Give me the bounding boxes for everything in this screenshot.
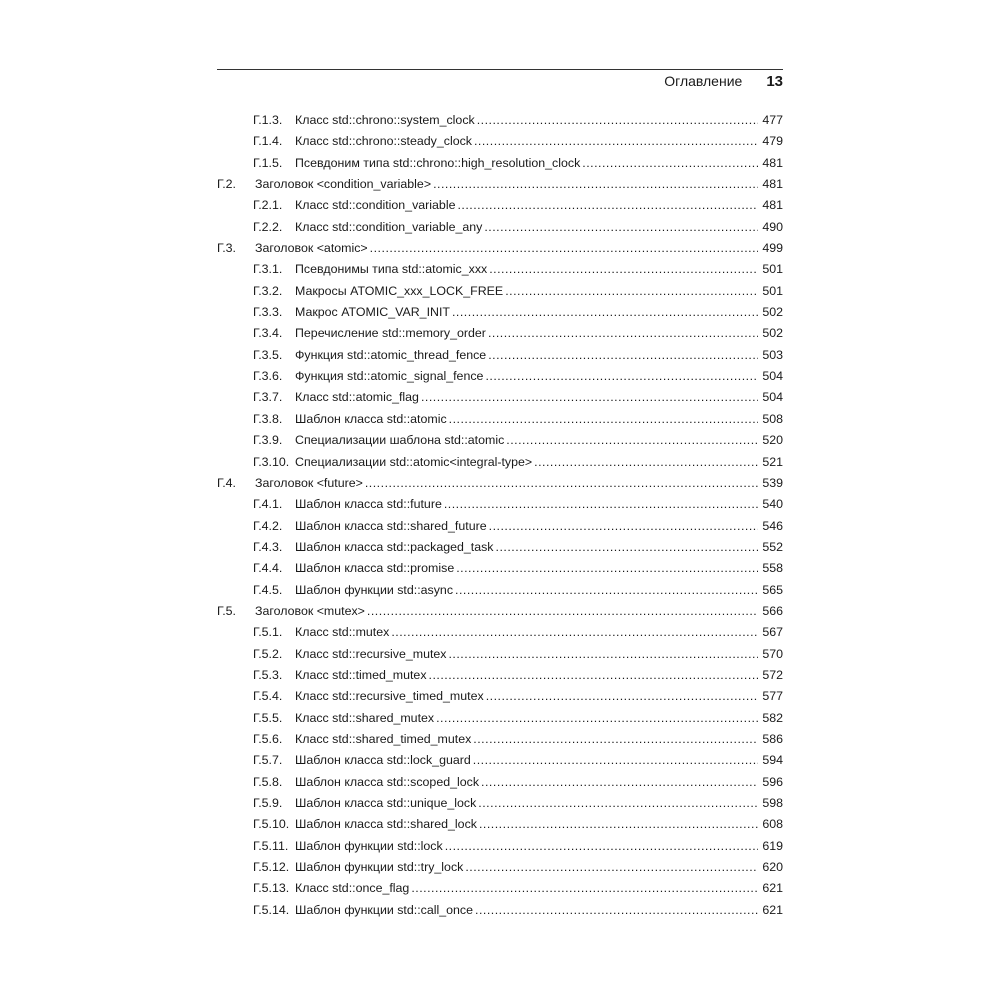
toc-entry (217, 153, 783, 174)
toc-entry-number: Г.5.7. (253, 753, 283, 768)
dot-leader (421, 387, 758, 408)
toc-entry-number: Г.3.4. (253, 326, 283, 341)
toc-entry-title: Класс std::shared_timed_mutex (295, 731, 472, 746)
toc-entry-page: 490 (762, 219, 783, 234)
dot-leader (367, 601, 758, 622)
toc-entry (217, 217, 783, 238)
toc-entry-page: 539 (762, 475, 783, 490)
toc-entry-number: Г.5.13. (253, 881, 290, 896)
toc-entry-page: 502 (762, 326, 783, 341)
toc-entry-page: 504 (762, 390, 783, 405)
toc-entry (217, 409, 783, 430)
toc-entry-title: Шаблон класса std::atomic (295, 411, 447, 426)
toc-entry-page: 621 (762, 902, 783, 917)
toc-entry-number: Г.5.11. (253, 838, 289, 853)
toc-entry (217, 878, 783, 899)
toc-entry-title: Класс std::recursive_mutex (295, 646, 447, 661)
toc-entry-page: 508 (762, 411, 783, 426)
toc-entry-page: 479 (762, 134, 783, 149)
toc-entry-page: 501 (762, 283, 783, 298)
toc-entry (217, 857, 783, 878)
toc-entry-page: 477 (762, 113, 783, 127)
toc-entry-number: Г.2.1. (253, 198, 283, 213)
toc-entry (217, 238, 783, 259)
toc-entry-title: Заголовок <condition_variable> (255, 177, 432, 192)
table-of-contents (217, 110, 783, 921)
toc-entry-number: Г.3.10. (253, 454, 290, 469)
toc-entry-title: Шаблон функции std::lock (295, 838, 443, 853)
toc-entry (217, 750, 783, 771)
toc-entry-title: Функция std::atomic_thread_fence (295, 347, 487, 362)
dot-leader (477, 110, 758, 131)
dot-leader (452, 302, 758, 323)
dot-leader (505, 281, 758, 302)
dot-leader (411, 878, 758, 899)
header-rule (217, 69, 783, 70)
dot-leader (488, 345, 758, 366)
toc-entry-number: Г.5.3. (253, 667, 283, 682)
toc-entry-page: 502 (762, 305, 783, 320)
dot-leader (478, 793, 758, 814)
toc-entry (217, 345, 783, 366)
toc-entry-title: Шаблон класса std::promise (295, 561, 455, 576)
toc-entry-number: Г.1.3. (253, 113, 283, 127)
toc-entry-number: Г.3.3. (253, 305, 283, 320)
toc-entry-number: Г.3.7. (253, 390, 283, 405)
toc-entry (217, 516, 783, 537)
toc-entry-title: Функция std::atomic_signal_fence (295, 369, 484, 384)
dot-leader (496, 537, 758, 558)
toc-entry-page: 567 (762, 625, 783, 640)
toc-entry-number: Г.5.2. (253, 646, 283, 661)
toc-entry-number: Г.5. (217, 603, 236, 618)
dot-leader (474, 131, 758, 152)
toc-entry-page: 503 (762, 347, 783, 362)
toc-entry-number: Г.5.5. (253, 710, 283, 725)
toc-entry (217, 537, 783, 558)
toc-entry (217, 281, 783, 302)
toc-entry (217, 131, 783, 152)
toc-entry-page: 481 (762, 177, 783, 192)
toc-entry (217, 174, 783, 195)
page-number: 13 (766, 73, 783, 90)
dot-leader (489, 516, 758, 537)
toc-entry-page: 481 (762, 198, 783, 213)
toc-entry-page: 558 (762, 561, 783, 576)
dot-leader (445, 836, 758, 857)
toc-entry-title: Класс std::timed_mutex (295, 667, 427, 682)
toc-entry-number: Г.5.6. (253, 731, 283, 746)
toc-entry-number: Г.1.4. (253, 134, 283, 149)
toc-entry-number: Г.3.8. (253, 411, 283, 426)
toc-entry-title: Шаблон класса std::lock_guard (295, 753, 471, 768)
dot-leader (444, 494, 758, 515)
toc-entry-page: 504 (762, 369, 783, 384)
toc-entry-page: 520 (762, 433, 783, 448)
toc-entry (217, 814, 783, 835)
dot-leader (391, 622, 758, 643)
toc-entry-page: 594 (762, 753, 783, 768)
toc-entry (217, 601, 783, 622)
toc-entry-number: Г.3.5. (253, 347, 283, 362)
toc-entry-title: Макросы ATOMIC_xxx_LOCK_FREE (295, 283, 504, 298)
dot-leader (457, 195, 758, 216)
dot-leader (449, 409, 758, 430)
toc-entry-title: Шаблон функции std::async (295, 582, 454, 597)
toc-entry-page: 596 (762, 774, 783, 789)
toc-entry-number: Г.5.4. (253, 689, 283, 704)
toc-entry-number: Г.5.8. (253, 774, 283, 789)
toc-entry-number: Г.1.5. (253, 155, 283, 170)
toc-entry-page: 619 (762, 838, 783, 853)
toc-entry (217, 473, 783, 494)
toc-entry-title: Класс std::recursive_timed_mutex (295, 689, 484, 704)
toc-entry-title: Класс std::once_flag (295, 881, 410, 896)
dot-leader (485, 366, 758, 387)
toc-entry-title: Класс std::condition_variable (295, 198, 456, 213)
toc-entry-number: Г.4.5. (253, 582, 283, 597)
toc-entry (217, 302, 783, 323)
dot-leader (484, 217, 758, 238)
toc-entry-title: Псевдонимы типа std::atomic_xxx (295, 262, 488, 277)
toc-entry-number: Г.3.1. (253, 262, 283, 277)
dot-leader (479, 814, 758, 835)
toc-entry (217, 366, 783, 387)
toc-entry-page: 621 (762, 881, 783, 896)
toc-entry-page: 521 (762, 454, 783, 469)
toc-entry-page: 565 (762, 582, 783, 597)
toc-entry-title: Шаблон класса std::packaged_task (295, 539, 494, 554)
toc-entry (217, 259, 783, 280)
dot-leader (475, 900, 758, 921)
dot-leader (436, 708, 758, 729)
toc-entry-page: 572 (762, 667, 783, 682)
toc-entry-title: Класс std::chrono::steady_clock (295, 134, 472, 149)
toc-entry-title: Шаблон класса std::shared_future (295, 518, 487, 533)
toc-entry-title: Шаблон класса std::shared_lock (295, 817, 477, 832)
toc-entry-title: Заголовок <future> (255, 475, 363, 490)
toc-entry-number: Г.2. (217, 177, 236, 192)
toc-entry-page: 540 (762, 497, 783, 512)
dot-leader (365, 473, 758, 494)
toc-entry (217, 729, 783, 750)
toc-entry-number: Г.4.3. (253, 539, 283, 554)
toc-entry-page: 499 (762, 241, 783, 256)
toc-entry (217, 452, 783, 473)
toc-entry-title: Специализации шаблона std::atomic (295, 433, 505, 448)
toc-entry-page: 620 (762, 860, 783, 875)
toc-entry-page: 582 (762, 710, 783, 725)
dot-leader (486, 686, 758, 707)
toc-entry-page: 501 (762, 262, 783, 277)
toc-entry (217, 793, 783, 814)
toc-entry (217, 195, 783, 216)
toc-entry-page: 566 (762, 603, 783, 618)
toc-entry (217, 580, 783, 601)
dot-leader (455, 580, 758, 601)
toc-entry-number: Г.5.14. (253, 902, 290, 917)
toc-entry-number: Г.5.1. (253, 625, 283, 640)
toc-entry-page: 577 (762, 689, 783, 704)
toc-entry-number: Г.5.9. (253, 796, 283, 810)
dot-leader (481, 772, 758, 793)
dot-leader (433, 174, 758, 195)
toc-entry-title: Заголовок <atomic> (255, 241, 368, 256)
toc-entry-number: Г.5.12. (253, 860, 290, 875)
toc-entry-number: Г.3.9. (253, 433, 283, 448)
toc-entry-page: 481 (762, 155, 783, 170)
toc-entry-title: Шаблон класса std::future (295, 497, 442, 512)
toc-entry-page: 598 (762, 796, 783, 810)
toc-entry-number: Г.4.2. (253, 518, 283, 533)
toc-entry-number: Г.4.1. (253, 497, 283, 512)
toc-entry (217, 387, 783, 408)
toc-entry-number: Г.5.10. (253, 817, 290, 832)
toc-entry (217, 772, 783, 793)
toc-entry-title: Класс std::shared_mutex (295, 710, 435, 725)
toc-entry-title: Шаблон класса std::unique_lock (295, 796, 477, 810)
dot-leader (534, 452, 758, 473)
dot-leader (456, 558, 758, 579)
toc-entry-number: Г.3.6. (253, 369, 283, 384)
dot-leader (473, 729, 758, 750)
toc-entry-title: Специализации std::atomic<integral-type> (295, 454, 533, 469)
toc-entry (217, 430, 783, 451)
toc-entry-number: Г.4.4. (253, 561, 283, 576)
toc-entry (217, 708, 783, 729)
toc-entry (217, 836, 783, 857)
dot-leader (429, 665, 758, 686)
toc-entry (217, 644, 783, 665)
dot-leader (582, 153, 758, 174)
dot-leader (370, 238, 758, 259)
toc-entry-page: 546 (762, 518, 783, 533)
dot-leader (448, 644, 758, 665)
toc-entry (217, 323, 783, 344)
toc-entry-title: Класс std::atomic_flag (295, 390, 419, 405)
toc-entry-page: 586 (762, 731, 783, 746)
toc-entry (217, 558, 783, 579)
toc-entry (217, 900, 783, 921)
toc-entry-page: 552 (762, 539, 783, 554)
toc-entry-title: Шаблон класса std::scoped_lock (295, 774, 480, 789)
dot-leader (506, 430, 758, 451)
dot-leader (489, 259, 758, 280)
toc-entry-page: 608 (762, 817, 783, 832)
toc-entry-title: Шаблон функции std::call_once (295, 902, 473, 917)
toc-entry-title: Псевдоним типа std::chrono::high_resolution_clock (295, 155, 581, 170)
running-head (664, 73, 783, 93)
toc-entry-number: Г.3. (217, 241, 236, 256)
toc-entry (217, 665, 783, 686)
toc-entry-number: Г.2.2. (253, 219, 283, 234)
toc-entry-title: Класс std::mutex (295, 625, 390, 640)
toc-entry-number: Г.4. (217, 475, 236, 490)
toc-entry-title: Класс std::chrono::system_clock (295, 113, 475, 127)
toc-entry (217, 110, 783, 131)
toc-entry-page: 570 (762, 646, 783, 661)
toc-entry (217, 494, 783, 515)
toc-entry-title: Перечисление std::memory_order (295, 326, 486, 341)
toc-entry-title: Макрос ATOMIC_VAR_INIT (295, 305, 450, 320)
dot-leader (473, 750, 758, 771)
toc-entry-title: Заголовок <mutex> (255, 603, 365, 618)
toc-entry-number: Г.3.2. (253, 283, 283, 298)
dot-leader (465, 857, 758, 878)
toc-entry (217, 686, 783, 707)
toc-entry (217, 622, 783, 643)
toc-entry-title: Шаблон функции std::try_lock (295, 860, 464, 875)
toc-entry-title: Класс std::condition_variable_any (295, 219, 483, 234)
running-head-title: Оглавление (664, 73, 743, 89)
dot-leader (488, 323, 758, 344)
